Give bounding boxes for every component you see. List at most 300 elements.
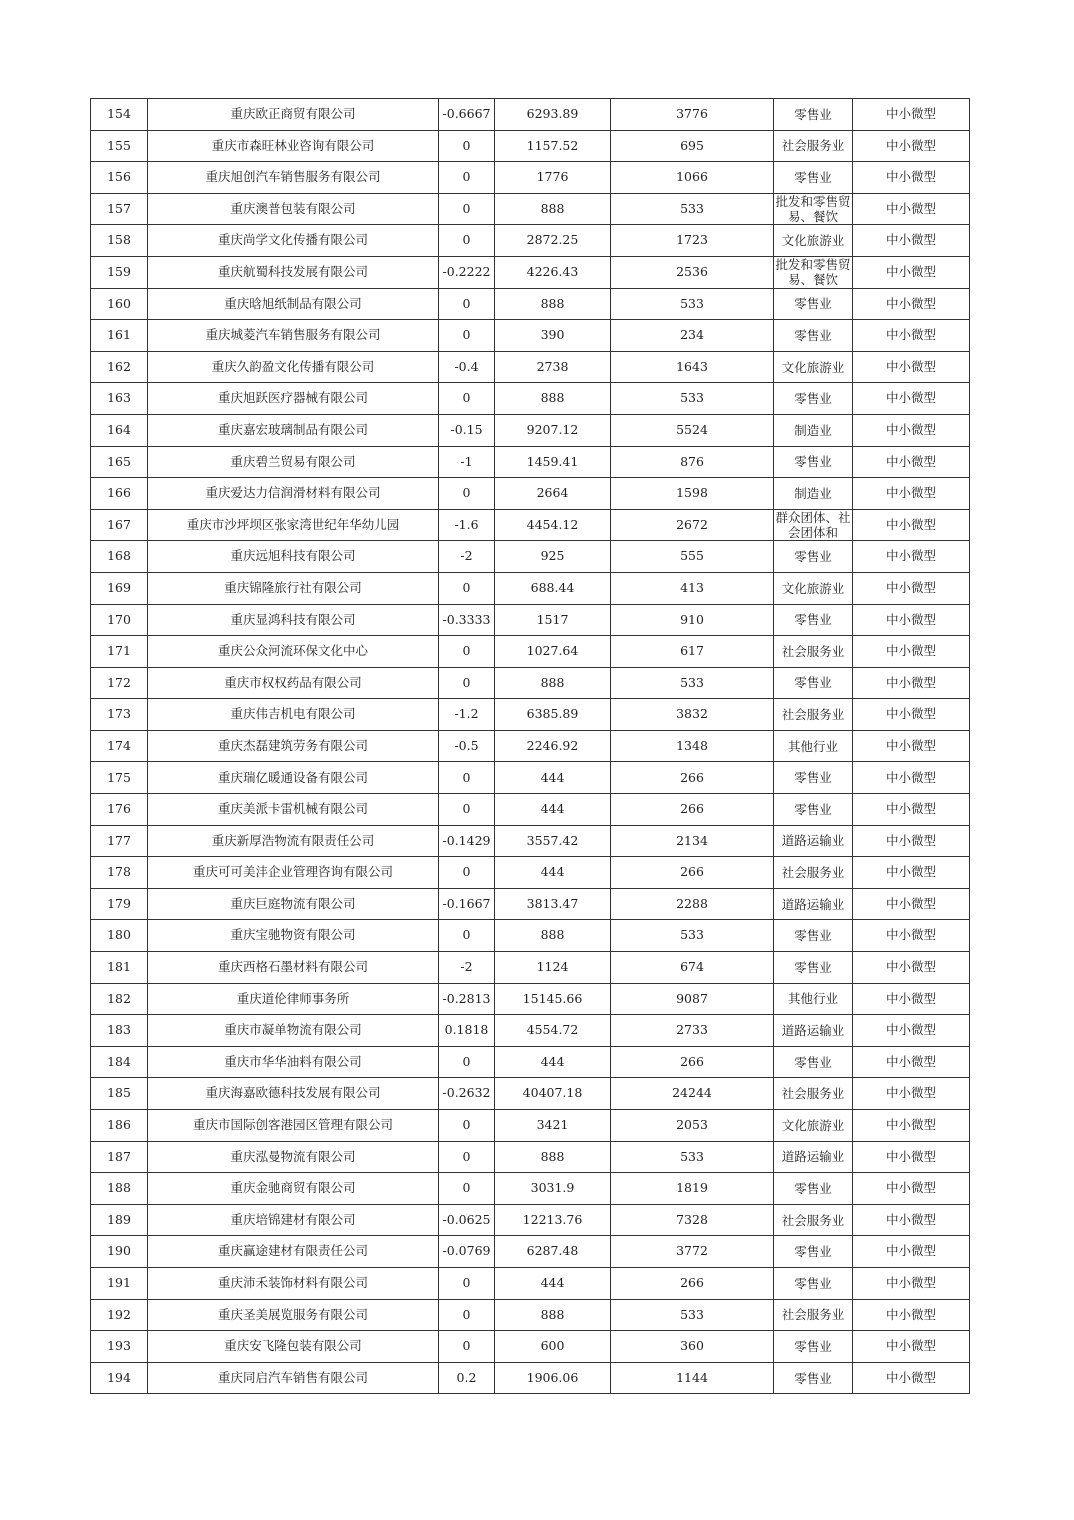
subsidy-cell: 533 (611, 193, 774, 225)
row-number-cell: 155 (91, 130, 148, 162)
ratio-cell: 0 (439, 130, 495, 162)
industry-cell (774, 478, 853, 510)
enterprise-type-cell: 中小微型 (853, 699, 970, 731)
company-name-cell: 重庆显鸿科技有限公司 (148, 604, 439, 636)
amount-cell: 3421 (495, 1110, 611, 1142)
ratio-cell: -0.1667 (439, 888, 495, 920)
row-number-cell: 154 (91, 99, 148, 131)
row-number-cell: 194 (91, 1362, 148, 1394)
table-row (91, 762, 970, 794)
ratio-cell: 0 (439, 193, 495, 225)
ratio-cell: 0 (439, 383, 495, 415)
enterprise-type-cell: 中小微型 (853, 1173, 970, 1205)
subsidy-cell: 533 (611, 288, 774, 320)
table-row (91, 983, 970, 1015)
row-number-cell: 181 (91, 952, 148, 984)
enterprise-type-cell: 中小微型 (853, 1331, 970, 1363)
industry-cell (774, 383, 853, 415)
company-name-cell: 重庆嘉宏玻璃制品有限公司 (148, 414, 439, 446)
industry-label: 批发和零售贸易、餐饮 (775, 257, 851, 288)
company-name-cell: 重庆城菱汽车销售服务有限公司 (148, 320, 439, 352)
subsidy-cell: 1348 (611, 730, 774, 762)
row-number-cell: 164 (91, 414, 148, 446)
ratio-cell: 0 (439, 762, 495, 794)
company-name-cell: 重庆航蜀科技发展有限公司 (148, 256, 439, 288)
enterprise-type-cell: 中小微型 (853, 888, 970, 920)
industry-cell (774, 509, 853, 541)
company-name-cell: 重庆市权权药品有限公司 (148, 667, 439, 699)
ratio-cell: -0.1429 (439, 825, 495, 857)
industry-label: 社会服务业 (781, 643, 845, 659)
row-number-cell: 189 (91, 1204, 148, 1236)
table-row (91, 572, 970, 604)
company-name-cell: 重庆赢途建材有限责任公司 (148, 1236, 439, 1268)
table-row (91, 130, 970, 162)
ratio-cell: -0.6667 (439, 99, 495, 131)
industry-label: 社会服务业 (781, 1212, 845, 1228)
industry-label: 零售业 (794, 1370, 832, 1386)
ratio-cell: -0.4 (439, 351, 495, 383)
ratio-cell: 0 (439, 320, 495, 352)
enterprise-type-cell: 中小微型 (853, 983, 970, 1015)
amount-cell: 15145.66 (495, 983, 611, 1015)
company-name-cell: 重庆公众河流环保文化中心 (148, 636, 439, 668)
row-number-cell: 185 (91, 1078, 148, 1110)
industry-label: 零售业 (794, 928, 832, 944)
industry-cell (774, 1204, 853, 1236)
table-row (91, 351, 970, 383)
subsidy-cell: 2288 (611, 888, 774, 920)
ratio-cell: 0 (439, 1267, 495, 1299)
row-number-cell: 171 (91, 636, 148, 668)
amount-cell: 6385.89 (495, 699, 611, 731)
subsidy-cell: 3832 (611, 699, 774, 731)
ratio-cell: 0 (439, 794, 495, 826)
enterprise-type-cell: 中小微型 (853, 952, 970, 984)
subsidy-cell: 1643 (611, 351, 774, 383)
table-row (91, 794, 970, 826)
ratio-cell: 0 (439, 225, 495, 257)
row-number-cell: 179 (91, 888, 148, 920)
amount-cell: 2872.25 (495, 225, 611, 257)
enterprise-type-cell: 中小微型 (853, 1015, 970, 1047)
enterprise-type-cell: 中小微型 (853, 762, 970, 794)
ratio-cell: 0.2 (439, 1362, 495, 1394)
subsidy-cell: 2672 (611, 509, 774, 541)
industry-label: 零售业 (794, 327, 832, 343)
ratio-cell: 0.1818 (439, 1015, 495, 1047)
industry-label: 社会服务业 (781, 1307, 845, 1323)
ratio-cell: -1 (439, 446, 495, 478)
table-row (91, 509, 970, 541)
enterprise-type-cell: 中小微型 (853, 509, 970, 541)
ratio-cell: -0.2222 (439, 256, 495, 288)
industry-label: 零售业 (794, 1275, 832, 1291)
row-number-cell: 191 (91, 1267, 148, 1299)
industry-label: 零售业 (794, 770, 832, 786)
industry-label: 零售业 (794, 801, 832, 817)
amount-cell: 1027.64 (495, 636, 611, 668)
table-row (91, 225, 970, 257)
industry-label: 零售业 (794, 296, 832, 312)
industry-label: 群众团体、社会团体和 (775, 510, 851, 541)
subsidy-cell: 5524 (611, 414, 774, 446)
row-number-cell: 176 (91, 794, 148, 826)
industry-label: 零售业 (794, 1338, 832, 1354)
subsidy-cell: 9087 (611, 983, 774, 1015)
amount-cell: 1157.52 (495, 130, 611, 162)
company-name-cell: 重庆旭创汽车销售服务有限公司 (148, 162, 439, 194)
company-name-cell: 重庆海嘉欧德科技发展有限公司 (148, 1078, 439, 1110)
subsidy-cell: 266 (611, 1267, 774, 1299)
industry-cell (774, 888, 853, 920)
subsidy-cell: 266 (611, 762, 774, 794)
company-name-cell: 重庆可可美沣企业管理咨询有限公司 (148, 857, 439, 889)
amount-cell: 390 (495, 320, 611, 352)
table-row (91, 414, 970, 446)
industry-cell (774, 541, 853, 573)
subsidy-cell: 533 (611, 667, 774, 699)
industry-label: 批发和零售贸易、餐饮 (775, 194, 851, 225)
table-row (91, 1078, 970, 1110)
industry-cell (774, 1236, 853, 1268)
amount-cell: 4554.72 (495, 1015, 611, 1047)
table-row (91, 1299, 970, 1331)
amount-cell: 444 (495, 857, 611, 889)
amount-cell: 9207.12 (495, 414, 611, 446)
table-body (91, 99, 970, 1394)
row-number-cell: 174 (91, 730, 148, 762)
industry-label: 道路运输业 (781, 896, 845, 912)
row-number-cell: 188 (91, 1173, 148, 1205)
enterprise-type-cell: 中小微型 (853, 1110, 970, 1142)
table-row (91, 1236, 970, 1268)
subsidy-cell: 876 (611, 446, 774, 478)
company-name-cell: 重庆培锦建材有限公司 (148, 1204, 439, 1236)
company-name-cell: 重庆尚学文化传播有限公司 (148, 225, 439, 257)
ratio-cell: 0 (439, 667, 495, 699)
company-name-cell: 重庆澳普包装有限公司 (148, 193, 439, 225)
company-name-cell: 重庆伟吉机电有限公司 (148, 699, 439, 731)
amount-cell: 1124 (495, 952, 611, 984)
subsidy-cell: 266 (611, 794, 774, 826)
industry-label: 零售业 (794, 454, 832, 470)
company-name-cell: 重庆市森旺林业咨询有限公司 (148, 130, 439, 162)
amount-cell: 2246.92 (495, 730, 611, 762)
company-name-cell: 重庆新厚浩物流有限责任公司 (148, 825, 439, 857)
subsidy-cell: 1144 (611, 1362, 774, 1394)
enterprise-type-cell: 中小微型 (853, 256, 970, 288)
amount-cell: 3813.47 (495, 888, 611, 920)
industry-cell (774, 983, 853, 1015)
ratio-cell: 0 (439, 1173, 495, 1205)
enterprise-type-cell: 中小微型 (853, 604, 970, 636)
subsidy-cell: 2733 (611, 1015, 774, 1047)
table-row (91, 1331, 970, 1363)
enterprise-type-cell: 中小微型 (853, 1267, 970, 1299)
company-name-cell: 重庆圣美展览服务有限公司 (148, 1299, 439, 1331)
enterprise-type-cell: 中小微型 (853, 414, 970, 446)
subsidy-cell: 533 (611, 1141, 774, 1173)
row-number-cell: 175 (91, 762, 148, 794)
ratio-cell: -2 (439, 952, 495, 984)
industry-cell (774, 699, 853, 731)
company-name-cell: 重庆巨庭物流有限公司 (148, 888, 439, 920)
table-row (91, 1267, 970, 1299)
amount-cell: 4454.12 (495, 509, 611, 541)
subsidy-cell: 7328 (611, 1204, 774, 1236)
row-number-cell: 173 (91, 699, 148, 731)
row-number-cell: 169 (91, 572, 148, 604)
enterprise-type-cell: 中小微型 (853, 1204, 970, 1236)
industry-cell (774, 225, 853, 257)
ratio-cell: 0 (439, 1046, 495, 1078)
table-row (91, 478, 970, 510)
amount-cell: 888 (495, 920, 611, 952)
subsidy-cell: 360 (611, 1331, 774, 1363)
subsidy-cell: 533 (611, 1299, 774, 1331)
company-name-cell: 重庆同启汽车销售有限公司 (148, 1362, 439, 1394)
industry-cell (774, 446, 853, 478)
table-row (91, 541, 970, 573)
industry-cell (774, 1015, 853, 1047)
row-number-cell: 165 (91, 446, 148, 478)
industry-label: 文化旅游业 (781, 580, 845, 596)
table-row (91, 446, 970, 478)
industry-label: 其他行业 (787, 991, 838, 1007)
subsidy-cell: 3776 (611, 99, 774, 131)
industry-cell (774, 762, 853, 794)
ratio-cell: -0.0625 (439, 1204, 495, 1236)
subsidy-cell: 617 (611, 636, 774, 668)
ratio-cell: 0 (439, 1110, 495, 1142)
table-row (91, 825, 970, 857)
industry-cell (774, 794, 853, 826)
company-name-cell: 重庆宝驰物资有限公司 (148, 920, 439, 952)
industry-cell (774, 667, 853, 699)
amount-cell: 888 (495, 1299, 611, 1331)
industry-label: 社会服务业 (781, 1086, 845, 1102)
row-number-cell: 193 (91, 1331, 148, 1363)
amount-cell: 6293.89 (495, 99, 611, 131)
table-row (91, 888, 970, 920)
row-number-cell: 182 (91, 983, 148, 1015)
subsidy-cell: 24244 (611, 1078, 774, 1110)
amount-cell: 4226.43 (495, 256, 611, 288)
industry-label: 零售业 (794, 169, 832, 185)
row-number-cell: 156 (91, 162, 148, 194)
company-name-cell: 重庆欧正商贸有限公司 (148, 99, 439, 131)
amount-cell: 600 (495, 1331, 611, 1363)
enterprise-type-cell: 中小微型 (853, 730, 970, 762)
industry-label: 社会服务业 (781, 138, 845, 154)
industry-label: 零售业 (794, 1180, 832, 1196)
company-name-cell: 重庆美派卡雷机械有限公司 (148, 794, 439, 826)
subsidy-cell: 1598 (611, 478, 774, 510)
ratio-cell: 0 (439, 1299, 495, 1331)
industry-cell (774, 1141, 853, 1173)
industry-label: 零售业 (794, 1244, 832, 1260)
data-table (90, 98, 970, 1394)
industry-cell (774, 256, 853, 288)
company-name-cell: 重庆沛禾装饰材料有限公司 (148, 1267, 439, 1299)
subsidy-cell: 413 (611, 572, 774, 604)
amount-cell: 888 (495, 667, 611, 699)
subsidy-cell: 695 (611, 130, 774, 162)
ratio-cell: 0 (439, 636, 495, 668)
enterprise-type-cell: 中小微型 (853, 446, 970, 478)
industry-cell (774, 604, 853, 636)
subsidy-cell: 1723 (611, 225, 774, 257)
subsidy-cell: 1819 (611, 1173, 774, 1205)
enterprise-type-cell: 中小微型 (853, 920, 970, 952)
row-number-cell: 177 (91, 825, 148, 857)
enterprise-type-cell: 中小微型 (853, 1236, 970, 1268)
amount-cell: 3031.9 (495, 1173, 611, 1205)
table-row (91, 193, 970, 225)
enterprise-type-cell: 中小微型 (853, 1046, 970, 1078)
enterprise-type-cell: 中小微型 (853, 478, 970, 510)
table-row (91, 604, 970, 636)
subsidy-cell: 2134 (611, 825, 774, 857)
subsidy-cell: 533 (611, 383, 774, 415)
ratio-cell: -0.2813 (439, 983, 495, 1015)
table-row (91, 162, 970, 194)
subsidy-cell: 2053 (611, 1110, 774, 1142)
industry-cell (774, 1173, 853, 1205)
row-number-cell: 178 (91, 857, 148, 889)
ratio-cell: 0 (439, 572, 495, 604)
subsidy-cell: 555 (611, 541, 774, 573)
table-row (91, 383, 970, 415)
enterprise-type-cell: 中小微型 (853, 1299, 970, 1331)
enterprise-type-cell: 中小微型 (853, 288, 970, 320)
industry-cell (774, 952, 853, 984)
enterprise-type-cell: 中小微型 (853, 320, 970, 352)
amount-cell: 3557.42 (495, 825, 611, 857)
enterprise-type-cell: 中小微型 (853, 130, 970, 162)
row-number-cell: 192 (91, 1299, 148, 1331)
ratio-cell: -0.5 (439, 730, 495, 762)
ratio-cell: 0 (439, 1331, 495, 1363)
subsidy-cell: 266 (611, 1046, 774, 1078)
table-row (91, 256, 970, 288)
row-number-cell: 184 (91, 1046, 148, 1078)
table-row (91, 952, 970, 984)
row-number-cell: 162 (91, 351, 148, 383)
enterprise-type-cell: 中小微型 (853, 351, 970, 383)
amount-cell: 888 (495, 383, 611, 415)
company-name-cell: 重庆旭跃医疗器械有限公司 (148, 383, 439, 415)
table-row (91, 667, 970, 699)
amount-cell: 925 (495, 541, 611, 573)
amount-cell: 1459.41 (495, 446, 611, 478)
row-number-cell: 172 (91, 667, 148, 699)
company-name-cell: 重庆市沙坪坝区张家湾世纪年华幼儿园 (148, 509, 439, 541)
table-row (91, 1141, 970, 1173)
row-number-cell: 159 (91, 256, 148, 288)
table-row (91, 857, 970, 889)
industry-cell (774, 288, 853, 320)
industry-cell (774, 162, 853, 194)
industry-cell (774, 1299, 853, 1331)
enterprise-type-cell: 中小微型 (853, 572, 970, 604)
industry-cell (774, 1267, 853, 1299)
company-name-cell: 重庆远旭科技有限公司 (148, 541, 439, 573)
row-number-cell: 166 (91, 478, 148, 510)
industry-cell (774, 130, 853, 162)
industry-label: 制造业 (794, 422, 832, 438)
company-name-cell: 重庆泓曼物流有限公司 (148, 1141, 439, 1173)
amount-cell: 12213.76 (495, 1204, 611, 1236)
amount-cell: 444 (495, 794, 611, 826)
amount-cell: 888 (495, 193, 611, 225)
ratio-cell: -1.6 (439, 509, 495, 541)
subsidy-cell: 1066 (611, 162, 774, 194)
company-name-cell: 重庆杰磊建筑劳务有限公司 (148, 730, 439, 762)
industry-label: 零售业 (794, 549, 832, 565)
subsidy-cell: 533 (611, 920, 774, 952)
table-row (91, 1204, 970, 1236)
amount-cell: 888 (495, 1141, 611, 1173)
industry-label: 零售业 (794, 106, 832, 122)
company-name-cell: 重庆晗旭纸制品有限公司 (148, 288, 439, 320)
industry-label: 零售业 (794, 959, 832, 975)
amount-cell: 6287.48 (495, 1236, 611, 1268)
industry-cell (774, 1078, 853, 1110)
company-name-cell: 重庆瑞亿暖通设备有限公司 (148, 762, 439, 794)
industry-label: 零售业 (794, 1054, 832, 1070)
row-number-cell: 183 (91, 1015, 148, 1047)
company-name-cell: 重庆久韵盈文化传播有限公司 (148, 351, 439, 383)
industry-label: 零售业 (794, 391, 832, 407)
amount-cell: 444 (495, 1046, 611, 1078)
amount-cell: 2664 (495, 478, 611, 510)
table-row (91, 1173, 970, 1205)
company-name-cell: 重庆市国际创客港园区管理有限公司 (148, 1110, 439, 1142)
table-row (91, 320, 970, 352)
amount-cell: 1776 (495, 162, 611, 194)
table-row (91, 730, 970, 762)
enterprise-type-cell: 中小微型 (853, 667, 970, 699)
amount-cell: 2738 (495, 351, 611, 383)
table-row (91, 699, 970, 731)
company-name-cell: 重庆市凝单物流有限公司 (148, 1015, 439, 1047)
industry-cell (774, 636, 853, 668)
industry-cell (774, 1046, 853, 1078)
ratio-cell: -0.15 (439, 414, 495, 446)
enterprise-type-cell: 中小微型 (853, 1362, 970, 1394)
enterprise-type-cell: 中小微型 (853, 541, 970, 573)
ratio-cell: 0 (439, 1141, 495, 1173)
enterprise-type-cell: 中小微型 (853, 857, 970, 889)
industry-cell (774, 99, 853, 131)
industry-cell (774, 857, 853, 889)
industry-label: 零售业 (794, 612, 832, 628)
table-row (91, 920, 970, 952)
subsidy-cell: 2536 (611, 256, 774, 288)
ratio-cell: -2 (439, 541, 495, 573)
amount-cell: 444 (495, 1267, 611, 1299)
table-row (91, 1362, 970, 1394)
industry-cell (774, 193, 853, 225)
row-number-cell: 158 (91, 225, 148, 257)
company-name-cell: 重庆金驰商贸有限公司 (148, 1173, 439, 1205)
amount-cell: 1906.06 (495, 1362, 611, 1394)
amount-cell: 688.44 (495, 572, 611, 604)
row-number-cell: 161 (91, 320, 148, 352)
subsidy-cell: 910 (611, 604, 774, 636)
